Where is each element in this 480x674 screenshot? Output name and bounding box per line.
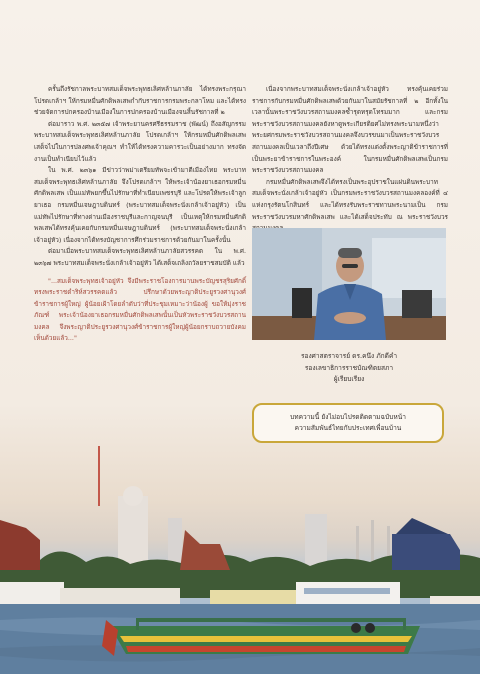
caption-role: ผู้เรียบเรียง <box>333 375 365 383</box>
caption-name: รองศาสตราจารย์ ดร.คนึง ภักดีคำ <box>300 352 398 360</box>
author-photo-illustration <box>252 228 446 340</box>
paragraph-2: ต่อมาราว พ.ศ. ๒๓๕๗ เจ้าพระยานครศรีธรรมราช (พัฒน์) ถึงอสัญกรรม พระบาทสมเด็จพระพุทธเลิศหล้านภาลัย โปรดเกล้าฯ ให้กรมหมื่นศักดิพลเสพ เสด็จไปในการปลงศพเจ้าคุณฯ ทำให้ได้ทรงความคารวะเป็นอย่างมาก ทรงจัดงานเป็นทำเนียบไว้แล้ว <box>34 119 246 163</box>
royal-quote: "...สมเด็จพระพุทธเจ้าอยู่หัว จึงมีพระราชโองการมานพระบัญชรสุริยศักดิ์ทรงพระราชดำริห์สวรรคตแล้ว ปรึกษาด้วยพระญาติประยูรวงศานุวงศ์ ข้าราชการผู้ใหญ่ ผู้น้อยเฝ้าโดยลำดับว่าที่ประชุมเหมาะว่าน้องผู้ ขอให้มุ่งราชภัณฑ์ พระเจ้าน้องยาเธอกรมหมื่นศักดิพลเสพนั้นเป็นหัวพระราชวังบวรสถานมงคล จึงพระญาติประยูรวงศานุวงศ์ข้าราชการผู้ใหญ่ผู้น้อยกราบถวายบังคมเห็นด้วยแล้ว..." <box>34 276 246 343</box>
callout-line-2: ความสัมพันธ์ไทยกับประเทศเพื่อนบ้าน <box>294 424 402 432</box>
right-paragraph-1: เนื่องจากพระบาทสมเด็จพระนั่งเกล้าเจ้าอยู่หัว ทรงคุ้นเคยร่วมราชการกับกรมหมื่นศักดิพลเสพด้วยกันมาในสมัยรัชกาลที่ ๒ อีกทั้งในเวลานั้นพระราชวังบวรสถานมงคลซ้ำรุดทรุดโทรมมาก และกรมพระราชวังบวรสถานมงคลยังหาดูพระเกียรติยศไม่ทรงพระนามหนึ่งว่า พระยศกรมพระราชวังบวรสถานมงคลจึงบวรขนมาเป็นพระราชวังบวรสถานมงคลเป็นเวลาถึงปีเศษ ด้วยได้ทรงแต่งตั้งพระญาติข้าราชการที่เป็นพระยาข้าราชการในพระองค์ ในกรมหมื่นศักดิพลเสพเป็นกรมพระราชวังบวรสถานมงคล <box>252 85 448 175</box>
paragraph-4: ต่อมาเมื่อพระบาทสมเด็จพระพุทธเลิศหล้านภาลัยสวรรคต ใน พ.ศ. ๒๓๖๗ พระบาทสมเด็จพระนั่งเกล้าเจ้าอยู่หัว ได้เสด็จเถลิงถวัลยราชสมบัติ แล้ว <box>34 247 246 267</box>
next-issue-callout <box>252 403 444 443</box>
right-paragraph-2: กรมหมื่นศักดิพลเสพจึงได้ทรงเป็นพระอุปราชในแผ่นดินพระบาทสมเด็จพระนั่งเกล้าเจ้าอยู่หัว เป็นกรมพระราชวังบวรสถานมงคลองค์ที่ ๔ แห่งกรุงรัตนโกสินทร์ และได้ทรงรับพระราชทานพระนามเป็น กรมพระราชวังบวรมหาศักดิพลเสพ และได้เสด็จประทับ ณ พระราชวังบวร <box>252 177 448 221</box>
callout-line-1: บทความนี้ ยังไม่อบไปรดติดตามฉบับหน้า <box>290 413 406 421</box>
left-column <box>34 84 246 345</box>
right-column <box>252 84 448 246</box>
ferry-boat <box>0 582 64 606</box>
paragraph-3: ใน พ.ศ. ๒๓๖๑ มีข่าวว่าพม่าเตรียมทัพจะเข้ามาตีเมืองไทย พระบาทสมเด็จพระพุทธเลิศหล้านภาลัย จึงโปรดเกล้าฯ ให้พระเจ้าน้องยาเธอกรมหมื่นศักดิพลเสพ เป็นแม่ทัพยกขึ้นไปรักษาที่ทำเนียบเพชรบุรี และโปรดให้พระเจ้าลูกยาเธอ กรมหมื่นเจษฎาบดินทร์ (พระบาทสมเด็จพระนั่งเกล้าเจ้าอยู่หัว) เป็นแม่ทัพไปรักษาที่ทางด่านเมืองราชบุรีและกาญจนบุรี เป็นเหตุให้กรมหมื่นศักดิพลเสพได้ทรงคุ้นเคยกับกรมหมื่นเจษฎาบดินทร์ (พระบาทสมเด็จพระนั่งเกล้าเจ้าอยู่หัว) เนื่องจากได้ทรงบัญชาการศึกร่วมราชการด้วยกันมาในครั้งนั้น <box>34 166 246 244</box>
tower-dome <box>123 486 143 506</box>
photo-caption <box>252 351 446 386</box>
author-photo <box>252 228 446 340</box>
paragraph-1: ครั้นถึงรัชกาลพระบาทสมเด็จพระพุทธเลิศหล้านภาลัย ได้ทรงพระกรุณาโปรดเกล้าฯ ให้กรมหมื่นศักดิพลเสพกำกับราชการกรมพระกลาโหม และได้ทรงช่วยจัดการปกครองบ้านเมืองในการปกครองบ้านเมืองจนสิ้นรัชกาลที่ ๒ <box>34 85 246 117</box>
caption-position: รองเลขาธิการราชบัณฑิตยสภา <box>304 363 394 372</box>
bangkok-river-scene <box>0 470 480 674</box>
